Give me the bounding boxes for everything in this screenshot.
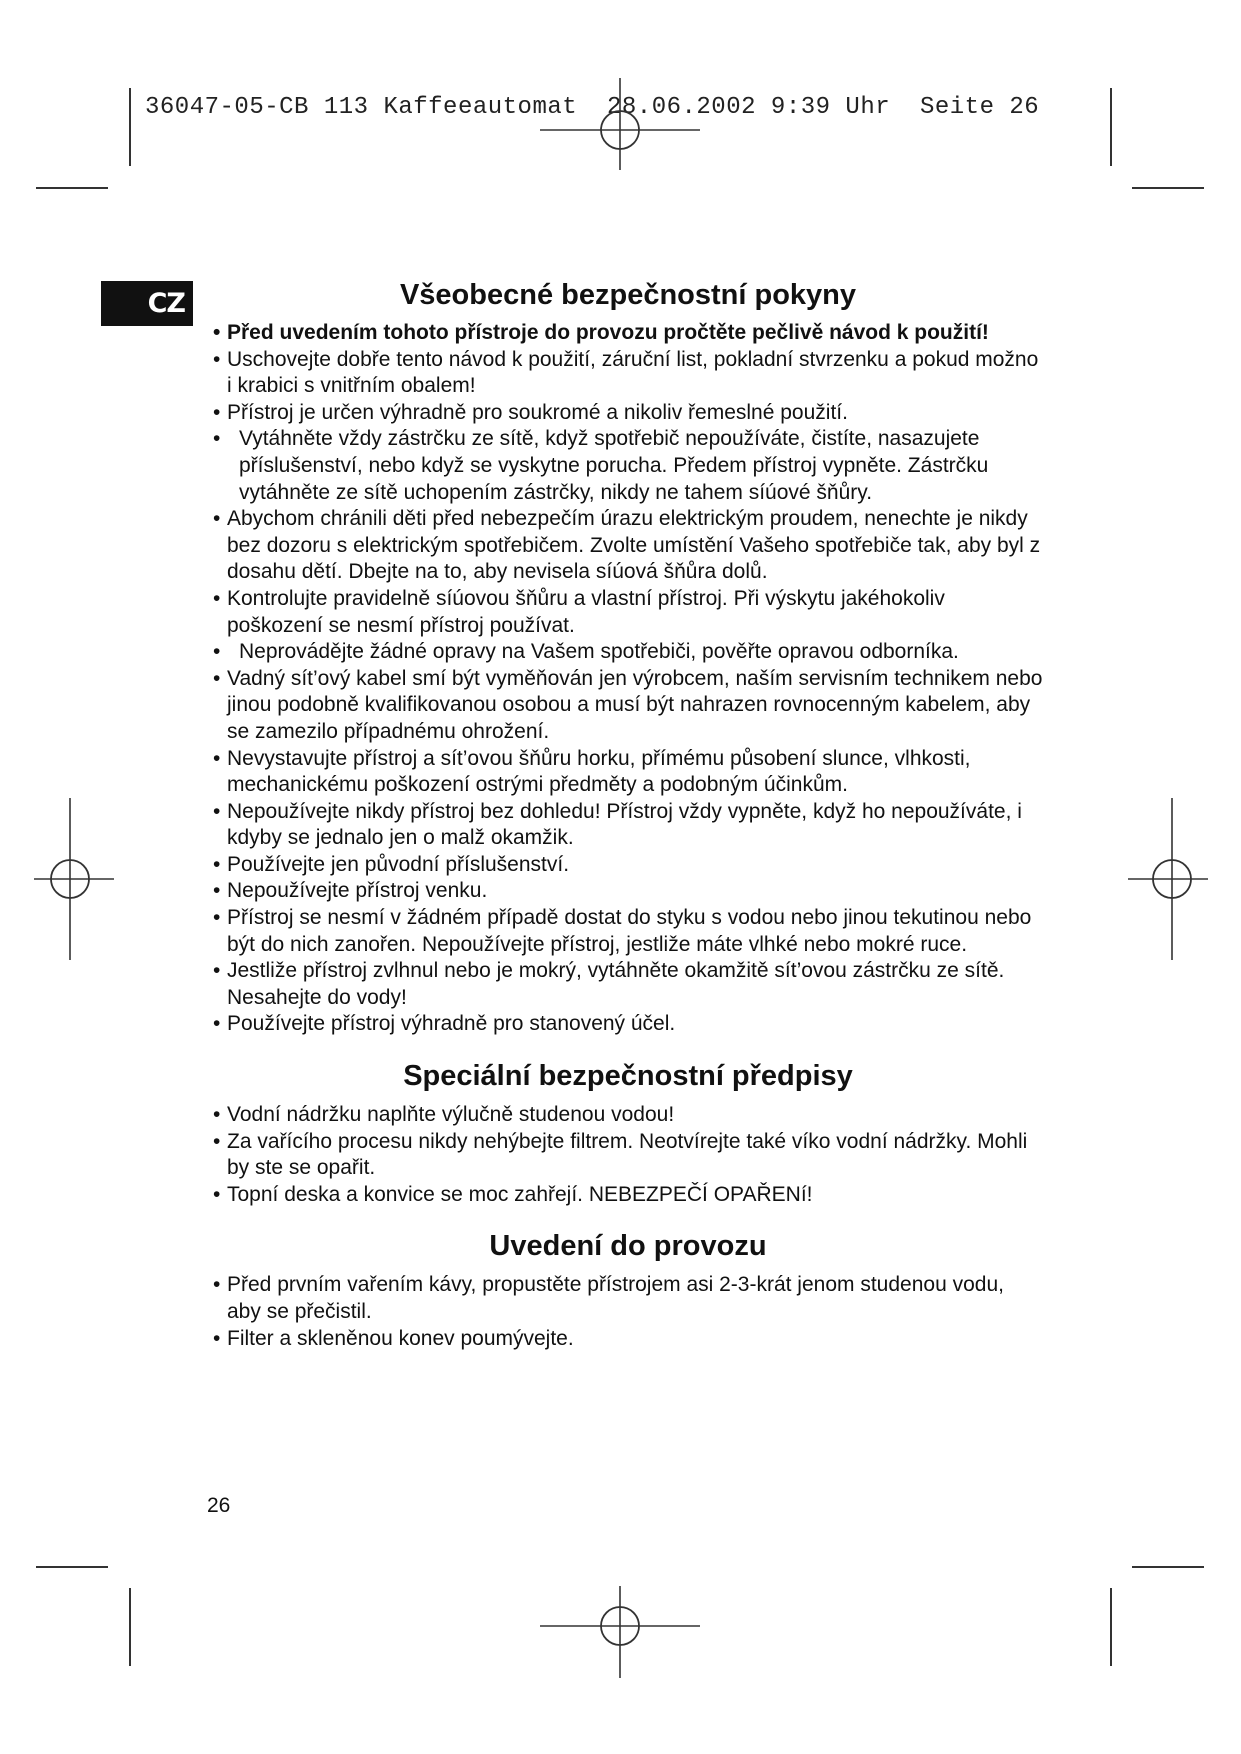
list-item: • Vadný sít’ový kabel smí být vyměňován jen výrobcem, naším servisním technikem nebo jinou podobně kvalifikovanou osobou a musí být nahrazen rovnocenným kabelem, aby se zamezilo případnému ohrožení. [213,666,1043,746]
crop-mark-top-right-vertical [1110,88,1112,166]
list-item: • Používejte přístroj výhradně pro stanovený účel. [213,1011,1043,1038]
list-item: • Vytáhněte vždy zástrčku ze sítě, když spotřebič nepoužíváte, čistíte, nasazujete příslušenství, nebo když se vyskytne porucha. Předem přístroj vypněte. Zástrčku vytáhněte ze sítě uchopením zástrčky, nikdy ne tahem síúové šňůry. [213,426,1043,506]
list-item: • Za vařícího procesu nikdy nehýbejte filtrem. Neotvírejte také víko vodní nádržky. Mohli by ste se opařit. [213,1129,1043,1182]
language-tab: CZ [101,281,193,326]
list-item: • Přístroj je určen výhradně pro soukromé a nikoliv řemeslné použití. [213,400,1043,427]
main-content [213,276,1043,1352]
list-item: • Používejte jen původní příslušenství. [213,852,1043,879]
crop-mark-top-left-vertical [129,88,131,166]
section-title-special-safety: Speciální bezpečnostní předpisy [403,1060,853,1093]
list-item: • Topní deska a konvice se moc zahřejí. NEBEZPEČÍ OPAŘENí! [213,1182,1043,1209]
list-item: • Jestliže přístroj zvlhnul nebo je mokrý, vytáhněte okamžitě sít’ovou zástrčku ze sítě. Nesahejte do vody! [213,958,1043,1011]
slug-page: Seite 26 [919,94,1040,121]
section-title-getting-started: Uvedení do provozu [489,1230,767,1263]
list-item: • Neprovádějte žádné opravy na Vašem spotřebiči, pověřte opravou odborníka. [213,639,1043,666]
crop-mark-top-right-horizontal [1132,187,1204,189]
list-item: • Filter a skleněnou konev poumývejte. [213,1326,1043,1353]
getting-started-list [213,1272,1043,1352]
list-item: • Nevystavujte přístroj a sít’ovou šňůru horku, přímému působení slunce, vlhkosti, mechanickému poškození ostrými předměty a podobným účinkům. [213,746,1043,799]
crop-mark-bottom-left-vertical [129,1588,131,1666]
list-item: • Přístroj se nesmí v žádném případě dostat do styku s vodou nebo jinou tekutinou nebo být do nich zanořen. Nepoužívejte přístroj, jestliže máte vlhké nebo mokré ruce. [213,905,1043,958]
special-safety-list [213,1102,1043,1208]
list-item: • Vodní nádržku naplňte výlučně studenou vodou! [213,1102,1043,1129]
crop-mark-bottom-right-vertical [1110,1588,1112,1666]
list-item: • Uschovejte dobře tento návod k použití, záruční list, pokladní stvrzenku a pokud možno i krabici s vnitřním obalem! [213,347,1043,400]
registration-mark-right-icon [1128,798,1208,960]
crop-mark-bottom-right-horizontal [1132,1566,1204,1568]
registration-mark-left-icon [34,798,114,960]
list-item: • Nepoužívejte nikdy přístroj bez dohledu! Přístroj vždy vypněte, když ho nepoužíváte, i kdyby se jednalo jen o malž okamžik. [213,799,1043,852]
registration-mark-bottom-icon [540,1586,700,1678]
list-item: • Před prvním vařením kávy, propustěte přístrojem asi 2-3-krát jenom studenou vodu, aby se přečistil. [213,1272,1043,1325]
slug-job: 36047-05-CB 113 Kaffeeautomat [145,94,578,121]
list-item: • Nepoužívejte přístroj venku. [213,878,1043,905]
crop-mark-bottom-left-horizontal [36,1566,108,1568]
slug-date: 28.06.2002 9:39 Uhr [606,94,891,121]
list-item: • Před uvedením tohoto přístroje do provozu pročtěte pečlivě návod k použití! [213,320,1043,347]
general-safety-list [213,320,1043,1038]
section-title-general-safety: Všeobecné bezpečnostní pokyny [399,279,857,311]
page-number: 26 [207,1494,231,1517]
list-item: • Abychom chránili děti před nebezpečím úrazu elektrickým proudem, nenechte je nikdy bez dozoru s elektrickým spotřebičem. Zvolte umístění Vašeho spotřebiče tak, aby byl z dosahu dětí. Dbejte na to, aby nevisela síúová šňůra dolů. [213,506,1043,586]
crop-mark-top-left-horizontal [36,187,108,189]
list-item: • Kontrolujte pravidelně síúovou šňůru a vlastní přístroj. Při výskytu jakéhokoliv poškození se nesmí přístroj používat. [213,586,1043,639]
registration-mark-top-icon [540,78,700,170]
